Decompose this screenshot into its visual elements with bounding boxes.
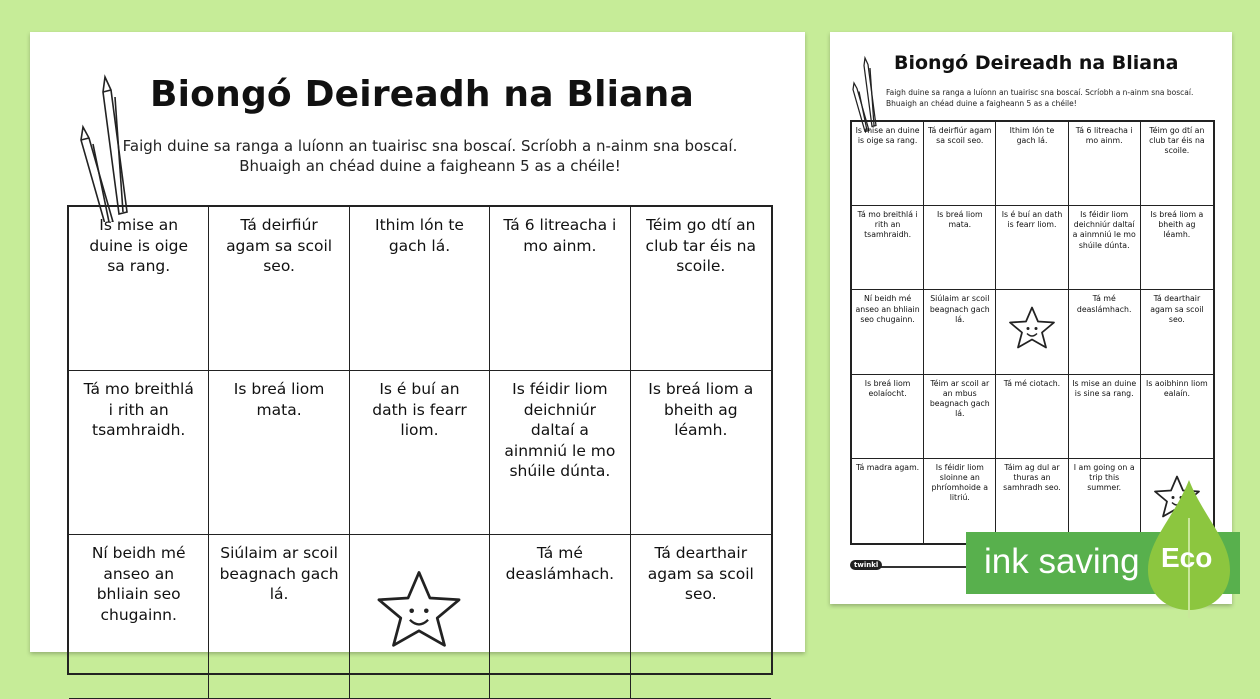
bingo-cell: Tá dearthair agam sa scoil seo.	[631, 535, 771, 699]
bingo-cell: I am going on a trip this summer.	[1069, 459, 1141, 543]
bingo-cell: Is féidir liom deichniúr daltaí a ainmniú le mo shúile dúnta.	[1069, 206, 1141, 290]
bingo-cell: Tá mé deaslámhach.	[490, 535, 630, 699]
instructions	[110, 136, 750, 177]
bingo-cell: Siúlaim ar scoil beagnach gach lá.	[209, 535, 349, 699]
ink-saving-label: ink saving	[984, 542, 1140, 581]
bingo-cell: Is é buí an dath is fearr liom.	[350, 371, 490, 535]
bingo-cell: Tá deirfiúr agam sa scoil seo.	[209, 207, 349, 371]
instruction-line-2: Bhuaigh an chéad duine a faigheann 5 as a chéile!	[239, 157, 621, 176]
preview-title: Biongó Deireadh na Bliana	[894, 52, 1179, 74]
bingo-cell: Tá dearthair agam sa scoil seo.	[1141, 290, 1213, 374]
preview-instruction-line-2: Bhuaigh an chéad duine a faigheann 5 as a chéile!	[886, 99, 1077, 109]
bingo-cell: Is breá liom a bheith ag léamh.	[1141, 206, 1213, 290]
bingo-cell: Tá mé ciotach.	[996, 375, 1068, 459]
bingo-cell: Ní beidh mé anseo an bhliain seo chugainn.	[852, 290, 924, 374]
bingo-cell: Is féidir liom deichniúr daltaí a ainmniú le mo shúile dúnta.	[490, 371, 630, 535]
smiling-star-icon	[1007, 304, 1057, 350]
worksheet-large	[30, 32, 805, 652]
bingo-cell: Siúlaim ar scoil beagnach gach lá.	[924, 290, 996, 374]
bingo-cell: Is mise an duine is sine sa rang.	[1069, 375, 1141, 459]
bingo-cell: Ní beidh mé anseo an bhliain seo chugainn.	[69, 535, 209, 699]
bingo-cell: Is aoibhinn liom ealaín.	[1141, 375, 1213, 459]
bingo-cell: Téim go dtí an club tar éis na scoile.	[1141, 122, 1213, 206]
bingo-cell: Tá mé deaslámhach.	[1069, 290, 1141, 374]
bingo-cell: Tá 6 litreacha i mo ainm.	[490, 207, 630, 371]
bingo-cell: Is breá liom eolaíocht.	[852, 375, 924, 459]
bingo-cell: Is breá liom a bheith ag léamh.	[631, 371, 771, 535]
preview-instruction-line-1: Faigh duine sa ranga a luíonn an tuairisc sna boscaí. Scríobh a n-ainm sna boscaí.	[886, 88, 1194, 97]
bingo-cell: Is mise an duine is oige sa rang.	[69, 207, 209, 371]
bingo-cell: Tá mo breithlá i rith an tsamhraidh.	[69, 371, 209, 535]
bingo-free-cell	[350, 535, 490, 699]
bingo-cell: Téim go dtí an club tar éis na scoile.	[631, 207, 771, 371]
bingo-free-cell	[996, 290, 1068, 374]
bingo-grid-large	[67, 205, 773, 675]
smiling-star-icon	[373, 567, 465, 649]
bingo-cell: Ithim lón te gach lá.	[350, 207, 490, 371]
bingo-cell: Tá madra agam.	[852, 459, 924, 543]
bingo-cell: Tá mo breithlá i rith an tsamhraidh.	[852, 206, 924, 290]
bingo-cell: Is breá liom mata.	[209, 371, 349, 535]
twinkl-logo: twinkl	[850, 560, 882, 570]
bingo-cell: Tá 6 litreacha i mo ainm.	[1069, 122, 1141, 206]
bingo-cell: Is é buí an dath is fearr liom.	[996, 206, 1068, 290]
bingo-cell: Téim ar scoil ar an mbus beagnach gach lá.	[924, 375, 996, 459]
bingo-cell: Is féidir liom sloinne an phríomhoide a litriú.	[924, 459, 996, 543]
eco-label: Eco	[1161, 542, 1213, 573]
bingo-cell: Ithim lón te gach lá.	[996, 122, 1068, 206]
bingo-cell: Is mise an duine is oige sa rang.	[852, 122, 924, 206]
bingo-cell: Táim ag dul ar thuras an samhradh seo.	[996, 459, 1068, 543]
preview-instructions	[886, 87, 1194, 110]
bingo-cell: Is breá liom mata.	[924, 206, 996, 290]
worksheet-title: Biongó Deireadh na Bliana	[150, 74, 694, 115]
instruction-line-1: Faigh duine sa ranga a luíonn an tuairisc sna boscaí. Scríobh a n-ainm sna boscaí.	[122, 137, 738, 155]
bingo-cell: Tá deirfiúr agam sa scoil seo.	[924, 122, 996, 206]
